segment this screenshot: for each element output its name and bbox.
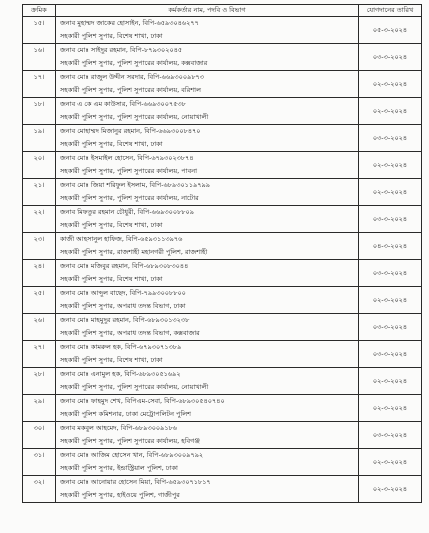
row-joining-date: ০২-৩-২০২৪ <box>359 449 422 476</box>
officer-name-line: জনাব মিফতুর রহমান চৌধুরী, বিপি-৬৬৯৩০০৮৮০৯ <box>60 208 194 216</box>
officer-name-line: জনাব মোঃ রাজুল উদ্দীন সরদার, বিপি-৬৬৯৩০০৯৮৭৩ <box>60 73 205 81</box>
officer-designation-line: সহকারী পুলিশ সুপার, পুলিশ সুপারের কার্যালয়, নাটোর <box>60 193 199 202</box>
row-serial: ৩০। <box>23 422 56 449</box>
table-row <box>23 395 422 422</box>
officer-designation-line: সহকারী পুলিশ সুপার, পুলিশ সুপারের কার্যালয়, পাবনা <box>60 166 197 175</box>
table-row <box>23 152 422 179</box>
table-header-row <box>23 5 422 17</box>
table-row <box>23 368 422 395</box>
row-officer <box>56 206 359 233</box>
officer-name-line: জনাব মোঃ কামরুল হক, বিপি-৬৭৯৩০৭১৩৮৯ <box>60 343 182 351</box>
row-officer <box>56 422 359 449</box>
row-serial: ১৬। <box>23 44 56 71</box>
officer-designation-line: সহকারী পুলিশ সুপার, বিশেষ শাখা, ঢাকা <box>60 355 163 364</box>
officer-name-line: জনাব মোহাম্মদ মিজানুর রহমান, বিপি-৬৬৯৩০০৮৪৭০ <box>60 127 201 135</box>
officer-designation-line: সহকারী পুলিশ সুপার, বিশেষ শাখা, ঢাকা <box>60 220 163 229</box>
officer-designation-line: সহকারী পুলিশ সুপার, হাইওয়ে পুলিশ, গাজীপুর <box>60 490 180 499</box>
row-serial: ২৩। <box>23 233 56 260</box>
table-row <box>23 206 422 233</box>
officer-designation-line: সহকারী পুলিশ সুপার, বিশেষ শাখা, ঢাকা <box>60 274 163 283</box>
row-serial: ২১। <box>23 179 56 206</box>
table-body <box>23 17 422 503</box>
officer-name-line: জনাব মোঃ সাইদুর রহমান, বিপি-৮৭৯৩০২০৪৫ <box>60 46 183 54</box>
table-row <box>23 476 422 503</box>
row-serial: ২৫। <box>23 287 56 314</box>
officer-designation-line: সহকারী পুলিশ সুপার, অপরাধ তদন্ত বিভাগ, কক্সবাজার <box>60 328 200 337</box>
officer-name-line: জনাব মোঃ আব্দুল বাছেদ, বিপি-৭৯৯৩০০৮৮০০ <box>60 289 186 297</box>
row-serial: ২৭। <box>23 341 56 368</box>
row-joining-date: ০৩-৩-২০২৪ <box>359 44 422 71</box>
table-row <box>23 17 422 44</box>
row-joining-date: ০৩-৩-২০২৪ <box>359 260 422 287</box>
officer-designation-line: সহকারী পুলিশ সুপার, রাজশাহী মহানগরী পুলিশ, রাজশাহী <box>60 247 208 256</box>
row-joining-date: ০২-৩-২০২৪ <box>359 287 422 314</box>
row-joining-date: ০৩-৩-২০২৪ <box>359 206 422 233</box>
table-row <box>23 125 422 152</box>
row-serial: ২২। <box>23 206 56 233</box>
row-officer <box>56 125 359 152</box>
table-row <box>23 233 422 260</box>
row-joining-date: ০৩-৩-২০২৪ <box>359 422 422 449</box>
officer-designation-line: সহকারী পুলিশ সুপার, পুলিশ সুপারের কার্যালয়, বরিশাল <box>60 85 201 94</box>
row-officer <box>56 233 359 260</box>
officer-designation-line: সহকারী পুলিশ সুপার, পুলিশ সুপারের কার্যালয়, নোয়াখালী <box>60 382 209 391</box>
officer-designation-line: সহকারী পুলিশ সুপার, বিশেষ শাখা, ঢাকা <box>60 139 163 148</box>
officer-name-line: কাজী আহসানুল হাফিজ, বিপি-৬৫৯৩১১৩৯৭৬ <box>60 235 183 243</box>
row-serial: ১৫। <box>23 17 56 44</box>
table-row <box>23 341 422 368</box>
table-row <box>23 98 422 125</box>
officer-designation-line: সহকারী পুলিশ সুপার, পুলিশ সুপারের কার্যালয়, হবিগঞ্জ <box>60 436 200 445</box>
table-row <box>23 260 422 287</box>
row-joining-date: ০৩-৩-২০২৪ <box>359 314 422 341</box>
header-officer: কর্মকর্তার নাম, পদবি ও বিভাগ <box>56 5 359 17</box>
row-officer <box>56 17 359 44</box>
row-joining-date: ০২-৩-২০২৪ <box>359 476 422 503</box>
table-row <box>23 422 422 449</box>
officer-name-line: জনাব মোঃ মাহমুদুর রহমান, বিপি-৬৮৯৩০১৩২৩৮ <box>60 316 190 324</box>
row-officer <box>56 476 359 503</box>
row-joining-date: ০২-৩-২০২৪ <box>359 395 422 422</box>
row-serial: ১৮। <box>23 98 56 125</box>
row-joining-date: ০২-৩-২০২৪ <box>359 71 422 98</box>
row-joining-date: ০২-৩-২০২৪ <box>359 98 422 125</box>
row-officer <box>56 341 359 368</box>
row-joining-date: ০৩-৩-২০২৪ <box>359 125 422 152</box>
row-officer <box>56 152 359 179</box>
officer-name-line: জনাব মোঃ জিয়া শরিফুল ইসলাম, বিপি-৬৮৯৩০১১৯৭৯৯ <box>60 181 210 189</box>
row-officer <box>56 260 359 287</box>
officer-designation-line: সহকারী পুলিশ সুপার, ইন্ডাস্ট্রিয়াল পুলিশ, ঢাকা <box>60 463 178 472</box>
row-serial: ২৬। <box>23 314 56 341</box>
row-joining-date: ০২-৩-২০২৪ <box>359 179 422 206</box>
row-officer <box>56 314 359 341</box>
table-row <box>23 71 422 98</box>
officer-designation-line: সহকারী পুলিশ সুপার, বিশেষ শাখা, ঢাকা <box>60 31 163 40</box>
officer-designation-line: সহকারী পুলিশ কমিশনার, ঢাকা মেট্রোপলিটন পুলিশ <box>60 409 191 418</box>
table-row <box>23 449 422 476</box>
officer-name-line: জনাব মকবুল আহমেদ, বিপি-৬৮৯৩০০৯১৮৬ <box>60 424 178 432</box>
row-joining-date: ০২-৩-২০২৪ <box>359 152 422 179</box>
officer-posting-table <box>22 4 422 503</box>
row-officer <box>56 287 359 314</box>
row-officer <box>56 449 359 476</box>
officer-designation-line: সহকারী পুলিশ সুপার, অপরাধ তদন্ত বিভাগ, ঢাকা <box>60 301 186 310</box>
table-row <box>23 44 422 71</box>
officer-designation-line: সহকারী পুলিশ সুপার, পুলিশ সুপারের কার্যালয়, কক্সবাজার <box>60 58 208 67</box>
officer-name-line: জনাব মুহাম্মদ জাকের হোসাইন, বিপি-৬৫৯৩০৪৬২৭৭ <box>60 19 199 27</box>
officer-name-line: জনাব মোঃ এনামুল হক, বিপি-৬৮৯৩০৫১৬৯২ <box>60 370 181 378</box>
row-joining-date: ০৪-৩-২০২৪ <box>359 233 422 260</box>
officer-name-line: জনাব মোঃ আনোয়ার হোসেন মিয়া, বিপি-৬৫৯৩০৭১৮১৭ <box>60 478 211 486</box>
row-joining-date: ০৩-৩-২০২৪ <box>359 341 422 368</box>
officer-name-line: জনাব মোঃ ফাহমুদ শেখ, বিপিএম-সেবা, বিপি-৬৮৯৩০৫৪০৭৪০ <box>60 397 225 405</box>
row-serial: ১৯। <box>23 125 56 152</box>
row-serial: ৩১। <box>23 449 56 476</box>
officer-name-line: জনাব এ কে এম কাউসার, বিপি-৬৬৯৩০০৭৫৩৮ <box>60 100 186 108</box>
row-officer <box>56 71 359 98</box>
row-serial: ২৪। <box>23 260 56 287</box>
officer-name-line: জনাব মোঃ মজিবুর রহমান, বিপি-৬৮৯৩০৮৩০৪৪ <box>60 262 189 270</box>
row-serial: ২০। <box>23 152 56 179</box>
row-officer <box>56 368 359 395</box>
row-officer <box>56 395 359 422</box>
header-serial: ক্রমিক <box>23 5 56 17</box>
officer-designation-line: সহকারী পুলিশ সুপার, পুলিশ সুপারের কার্যালয়, নোয়াখালী <box>60 112 209 121</box>
officer-name-line: জনাব মোঃ আজিম হোসেন খান, বিপি-৬৮৯৩০০৯৭৯২ <box>60 451 204 459</box>
header-joining-date: যোগদানের তারিখ <box>359 5 422 17</box>
row-serial: ৩২। <box>23 476 56 503</box>
row-joining-date: ০৫-৩-২০২৪ <box>359 17 422 44</box>
row-officer <box>56 98 359 125</box>
row-officer <box>56 44 359 71</box>
table-row <box>23 179 422 206</box>
table-row <box>23 287 422 314</box>
row-officer <box>56 179 359 206</box>
row-serial: ১৭। <box>23 71 56 98</box>
row-serial: ২৮। <box>23 368 56 395</box>
table-row <box>23 314 422 341</box>
row-serial: ২৯। <box>23 395 56 422</box>
row-joining-date: ০২-৩-২০২৪ <box>359 368 422 395</box>
officer-name-line: জনাব মোঃ ইসমাইল হোসেন, বিপি-৬৭৯৩০২৩৮৭৪ <box>60 154 194 162</box>
